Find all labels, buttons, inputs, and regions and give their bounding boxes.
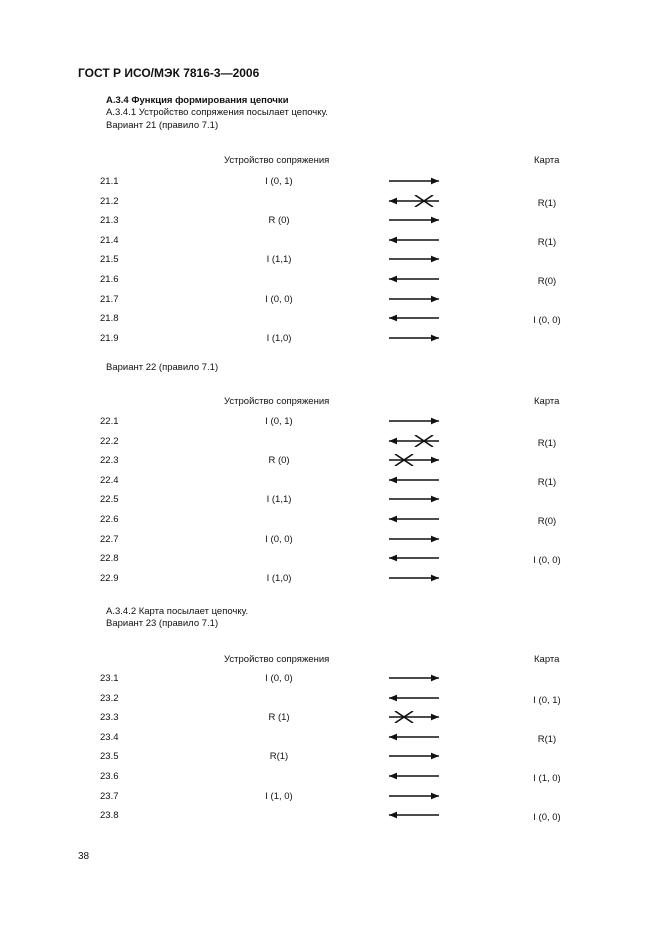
step-number: 21.7: [100, 294, 119, 305]
variant-title: Вариант 22 (правило 7.1): [106, 362, 219, 373]
arrow-right-icon: [388, 572, 440, 584]
step-number: 21.5: [100, 254, 119, 265]
arrow-left-icon: [388, 513, 440, 525]
column-header-card: Карта: [534, 654, 560, 665]
variant-title: Вариант 21 (правило 7.1): [106, 120, 219, 131]
arrow-left-icon: [388, 770, 440, 782]
device-message: R (0): [268, 215, 290, 226]
step-number: 22.8: [100, 553, 119, 564]
step-number: 21.6: [100, 274, 119, 285]
step-number: 22.3: [100, 455, 119, 466]
step-number: 21.8: [100, 313, 119, 324]
arrow-right-icon: [388, 493, 440, 505]
arrow-left-icon: [388, 312, 440, 324]
device-message: I (1, 0): [265, 791, 293, 802]
step-number: 22.7: [100, 534, 119, 545]
arrow-right-icon: [388, 214, 440, 226]
device-message: I (0, 0): [265, 673, 293, 684]
crossed-arrow-right-icon: [388, 711, 440, 723]
section-title: А.3.4 Функция формирования цепочки: [106, 95, 289, 106]
step-number: 22.2: [100, 436, 119, 447]
step-number: 22.9: [100, 573, 119, 584]
arrow-right-icon: [388, 175, 440, 187]
arrow-left-icon: [388, 273, 440, 285]
subsection-2-title: А.3.4.2 Карта посылает цепочку.: [106, 606, 249, 617]
device-message: R (1): [268, 712, 290, 723]
card-message: I (0, 0): [533, 812, 561, 823]
step-number: 23.2: [100, 693, 119, 704]
step-number: 21.9: [100, 333, 119, 344]
arrow-left-icon: [388, 809, 440, 821]
device-message: I (1,0): [266, 573, 292, 584]
document-header: ГОСТ Р ИСО/МЭК 7816-3—2006: [78, 66, 260, 80]
step-number: 23.7: [100, 791, 119, 802]
device-message: R (0): [268, 455, 290, 466]
device-message: I (0, 0): [265, 534, 293, 545]
card-message: I (1, 0): [533, 773, 561, 784]
arrow-left-icon: [388, 474, 440, 486]
card-message: R(1): [537, 734, 557, 745]
column-header-device: Устройство сопряжения: [224, 155, 330, 166]
step-number: 22.4: [100, 475, 119, 486]
page-number: 38: [78, 851, 90, 862]
card-message: I (0, 1): [533, 695, 561, 706]
device-message: I (1,1): [266, 494, 292, 505]
crossed-arrow-left-icon: [388, 435, 440, 447]
card-message: R(1): [537, 198, 557, 209]
step-number: 23.6: [100, 771, 119, 782]
arrow-right-icon: [388, 253, 440, 265]
device-message: R(1): [269, 751, 289, 762]
column-header-card: Карта: [534, 396, 560, 407]
step-number: 23.4: [100, 732, 119, 743]
device-message: I (1,0): [266, 333, 292, 344]
device-message: I (1,1): [266, 254, 292, 265]
card-message: R(1): [537, 438, 557, 449]
step-number: 23.5: [100, 751, 119, 762]
card-message: R(1): [537, 237, 557, 248]
card-message: R(1): [537, 477, 557, 488]
arrow-right-icon: [388, 293, 440, 305]
subsection-1-title: А.3.4.1 Устройство сопряжения посылает цепочку.: [106, 107, 328, 118]
device-message: I (0, 0): [265, 294, 293, 305]
arrow-right-icon: [388, 415, 440, 427]
device-message: I (0, 1): [265, 416, 293, 427]
arrow-left-icon: [388, 692, 440, 704]
step-number: 23.8: [100, 810, 119, 821]
step-number: 23.1: [100, 673, 119, 684]
column-header-card: Карта: [534, 155, 560, 166]
step-number: 23.3: [100, 712, 119, 723]
arrow-right-icon: [388, 750, 440, 762]
arrow-left-icon: [388, 731, 440, 743]
arrow-right-icon: [388, 533, 440, 545]
variant-title: Вариант 23 (правило 7.1): [106, 618, 219, 629]
step-number: 21.2: [100, 196, 119, 207]
device-message: I (0, 1): [265, 176, 293, 187]
card-message: R(0): [537, 516, 557, 527]
card-message: I (0, 0): [533, 315, 561, 326]
card-message: I (0, 0): [533, 555, 561, 566]
column-header-device: Устройство сопряжения: [224, 396, 330, 407]
step-number: 21.4: [100, 235, 119, 246]
arrow-right-icon: [388, 790, 440, 802]
column-header-device: Устройство сопряжения: [224, 654, 330, 665]
arrow-left-icon: [388, 552, 440, 564]
step-number: 22.1: [100, 416, 119, 427]
arrow-right-icon: [388, 672, 440, 684]
crossed-arrow-left-icon: [388, 195, 440, 207]
card-message: R(0): [537, 276, 557, 287]
step-number: 21.3: [100, 215, 119, 226]
arrow-left-icon: [388, 234, 440, 246]
step-number: 22.6: [100, 514, 119, 525]
arrow-right-icon: [388, 332, 440, 344]
step-number: 21.1: [100, 176, 119, 187]
crossed-arrow-right-icon: [388, 454, 440, 466]
step-number: 22.5: [100, 494, 119, 505]
